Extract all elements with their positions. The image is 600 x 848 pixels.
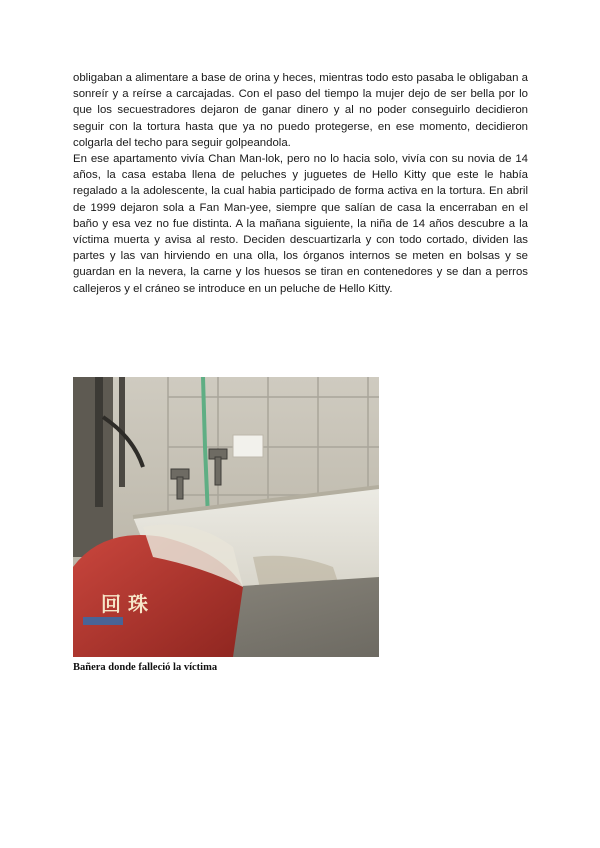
paragraph-1: obligaban a alimentare a base de orina y heces, mientras todo esto pasaba le obligaban a sonreír y a reírse a carcajadas. Con el paso del tiempo la mujer dejo de ser bella por lo que los secuestradores dejaron de ganar dinero y al no poder conseguirlo decidieron seguir con la tortura hasta que ya no puedo protegerse, en ese momento, decidieron colgarla del techo para seguir golpeandola. <box>73 72 528 149</box>
body-text <box>73 70 528 297</box>
dark-corner <box>73 377 113 557</box>
cup <box>233 435 263 457</box>
paragraph-2: En ese apartamento vivía Chan Man-lok, pero no lo hacia solo, vivía con su novia de 14 años, la casa estaba llena de peluches y juguetes de Hello Kitty que este le había regalado a la adolescente, la cual habia participado de forma activa en la tortura. En abril de 1999 dejaron sola a Fan Man-yee, siempre que salían de casa la encerraban en el baño y esa vez no fue distinta. A la mañana siguiente, la niña de 14 años descubre a la víctima muerta y avisa al resto. Deciden descuartizarla y con todo cortado, dividen las partes y las van hirviendo en una olla, los órganos internos se meten en bolsas y se guardan en la nevera, la carne y los huesos se tiran en contenedores y se dan a perros callejeros y el cráneo se introduce en un peluche de Hello Kitty. <box>73 153 528 295</box>
bathtub-photo <box>73 377 379 657</box>
pipe-left <box>95 377 103 507</box>
bag-print: 回 珠 <box>101 592 148 616</box>
bathtub-photo-illustration <box>73 377 379 657</box>
figure-caption: Bañera donde falleció la víctima <box>73 662 218 673</box>
bag-blue-stripe <box>83 617 123 625</box>
